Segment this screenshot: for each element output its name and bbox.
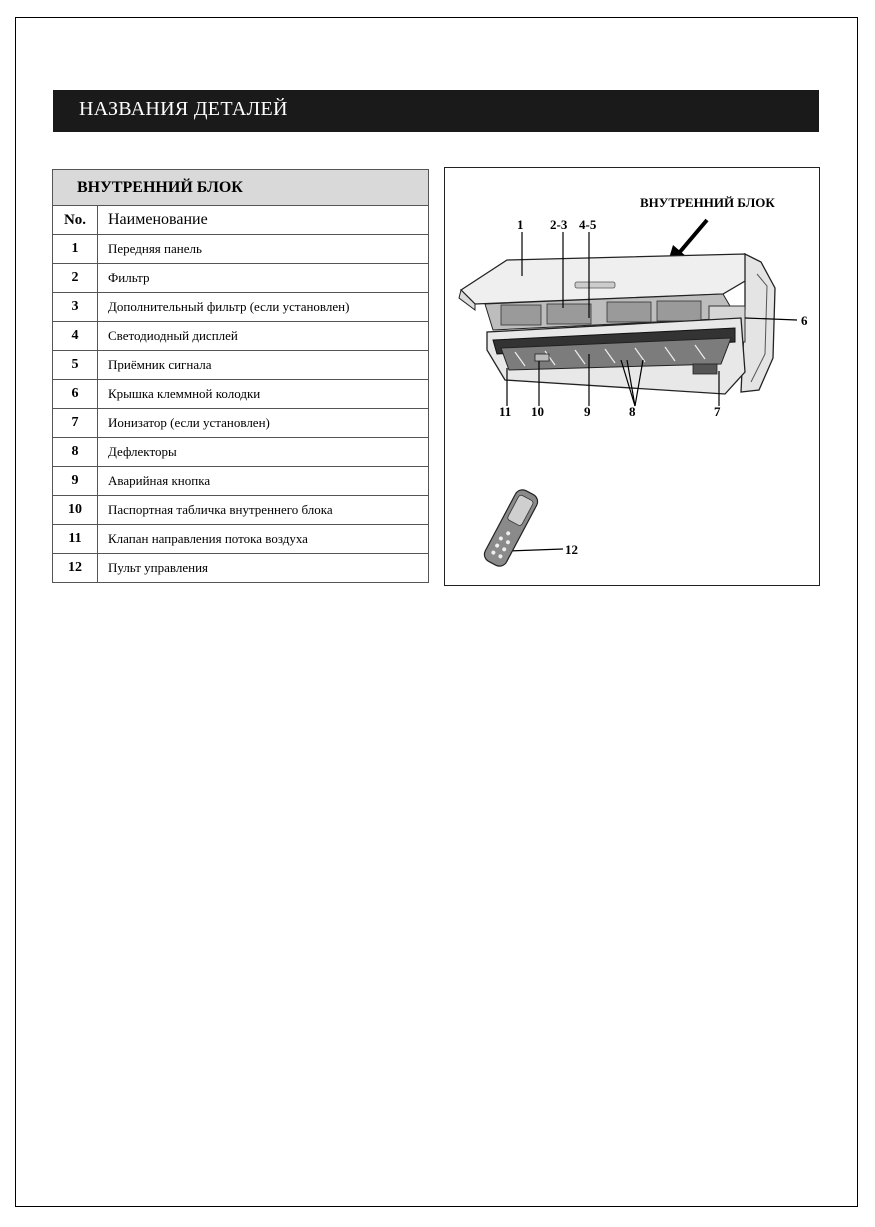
row-name: Клапан направления потока воздуха	[98, 525, 429, 554]
diagram-canvas	[445, 168, 821, 587]
diagram-title: ВНУТРЕННИЙ БЛОК	[640, 195, 775, 210]
label-12: 12	[565, 542, 578, 557]
indoor-unit-diagram	[444, 167, 820, 586]
row-name: Фильтр	[98, 264, 429, 293]
section-title: НАЗВАНИЯ ДЕТАЛЕЙ	[79, 98, 288, 120]
row-number: 2	[53, 264, 98, 293]
label-1: 1	[517, 217, 524, 232]
row-number: 7	[53, 409, 98, 438]
remote-control-icon	[482, 487, 541, 569]
table-row	[53, 525, 429, 554]
label-6: 6	[801, 313, 808, 328]
table-row	[53, 293, 429, 322]
row-number: 11	[53, 525, 98, 554]
column-header-name: Наименование	[98, 206, 429, 235]
table-row	[53, 496, 429, 525]
table-row	[53, 264, 429, 293]
label-7: 7	[714, 404, 721, 419]
table-caption: ВНУТРЕННИЙ БЛОК	[53, 170, 429, 206]
row-name: Аварийная кнопка	[98, 467, 429, 496]
parts-table	[52, 169, 429, 583]
row-number: 5	[53, 351, 98, 380]
table-row	[53, 322, 429, 351]
row-number: 8	[53, 438, 98, 467]
label-8: 8	[629, 404, 636, 419]
row-number: 4	[53, 322, 98, 351]
row-number: 6	[53, 380, 98, 409]
row-name: Крышка клеммной колодки	[98, 380, 429, 409]
row-name: Светодиодный дисплей	[98, 322, 429, 351]
row-name: Передняя панель	[98, 235, 429, 264]
row-number: 3	[53, 293, 98, 322]
row-name: Ионизатор (если установлен)	[98, 409, 429, 438]
label-9: 9	[584, 404, 591, 419]
table-row	[53, 351, 429, 380]
table-row	[53, 235, 429, 264]
row-name: Дополнительный фильтр (если установлен)	[98, 293, 429, 322]
table-row	[53, 409, 429, 438]
table-row	[53, 554, 429, 583]
section-header	[53, 90, 819, 132]
row-name: Дефлекторы	[98, 438, 429, 467]
table-row	[53, 467, 429, 496]
table-row	[53, 380, 429, 409]
row-number: 1	[53, 235, 98, 264]
row-number: 10	[53, 496, 98, 525]
row-number: 9	[53, 467, 98, 496]
label-2-3: 2-3	[550, 217, 568, 232]
row-name: Пульт управления	[98, 554, 429, 583]
column-header-no: No.	[53, 206, 98, 235]
indoor-unit-illustration	[459, 254, 775, 394]
row-number: 12	[53, 554, 98, 583]
row-name: Приёмник сигнала	[98, 351, 429, 380]
label-10: 10	[531, 404, 544, 419]
label-4-5: 4-5	[579, 217, 597, 232]
label-11: 11	[499, 404, 512, 419]
table-row	[53, 438, 429, 467]
row-name: Паспортная табличка внутреннего блока	[98, 496, 429, 525]
